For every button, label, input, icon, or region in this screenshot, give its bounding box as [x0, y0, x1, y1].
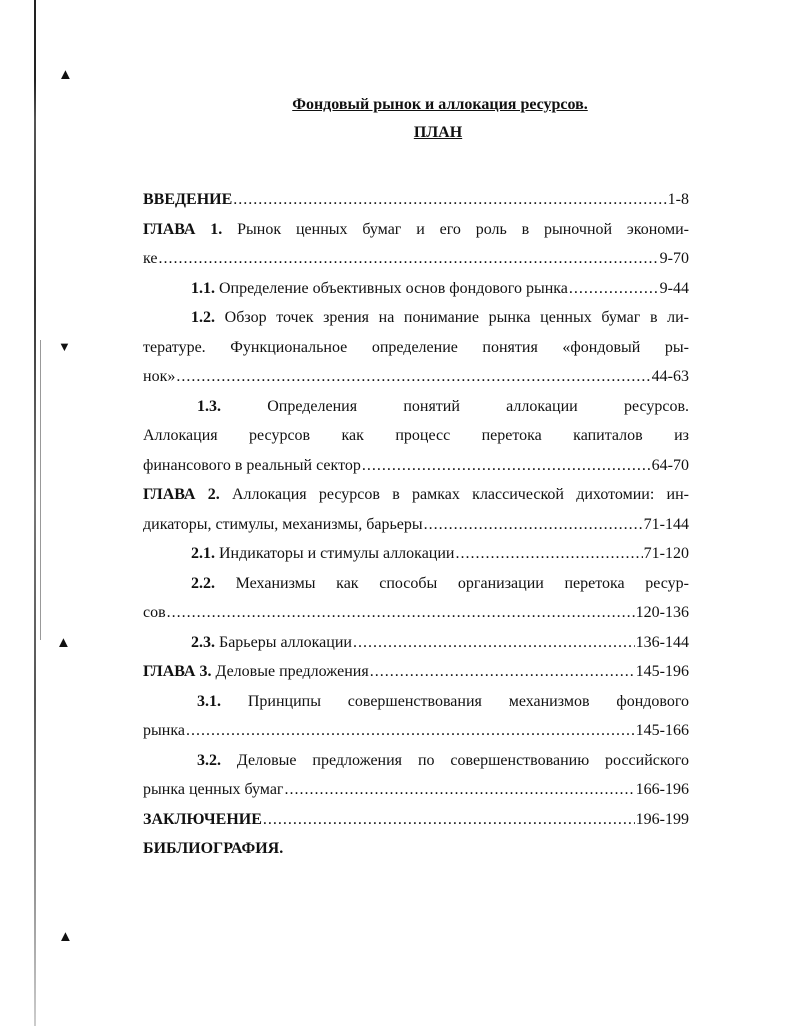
section-title-line: нок» — [143, 368, 176, 385]
toc-entry-chapter-3 — [143, 657, 689, 687]
section-number: 3.1. — [197, 692, 221, 710]
section-title-line: Деловые предложения по совершенствованию российского — [236, 751, 690, 769]
toc-page-range: 71-144 — [643, 515, 689, 533]
toc-page-range: 1-8 — [667, 191, 689, 208]
toc-entry-section-1-2-cont — [143, 333, 689, 363]
toc-entry-label: БИБЛИОГРАФИЯ. — [143, 840, 284, 857]
toc-page-range: 166-196 — [635, 781, 689, 798]
dot-leader — [362, 451, 651, 481]
section-title-line: рынка ценных бумаг — [143, 781, 284, 798]
toc-entry-label: ВВЕДЕНИЕ — [143, 191, 233, 208]
chapter-label: ГЛАВА 1. — [143, 220, 223, 238]
table-of-contents — [143, 185, 689, 864]
toc-entry-section-2-2-cont — [143, 598, 689, 628]
dot-leader — [569, 274, 659, 304]
dot-leader — [167, 598, 635, 628]
toc-entry-section-3-1-cont — [143, 716, 689, 746]
section-number: 1.1. — [191, 279, 215, 297]
toc-entry-section-2-3 — [143, 628, 689, 658]
section-title-line: Обзор точек зрения на понимание рынка ценных бумаг в ли- — [224, 309, 690, 326]
section-number: 2.2. — [191, 574, 215, 592]
toc-entry-chapter-2 — [143, 480, 689, 510]
toc-page-range: 145-196 — [635, 663, 689, 680]
toc-entry-section-2-1 — [143, 539, 689, 569]
dot-leader — [233, 185, 666, 215]
section-title-line: сов — [143, 604, 166, 621]
section-title-line: рынка — [143, 722, 185, 739]
section-number: 1.3. — [197, 397, 221, 415]
toc-page-range: 120-136 — [635, 604, 689, 621]
dot-leader — [158, 244, 658, 274]
toc-entry-bibliography — [143, 834, 689, 864]
toc-entry-chapter-1 — [143, 215, 689, 245]
section-title-line: Принципы совершенствования механизмов фондового — [247, 692, 690, 710]
toc-entry-conclusion — [143, 805, 689, 835]
section-title: Индикаторы и стимулы аллокации — [219, 545, 455, 562]
toc-page-range: 196-199 — [635, 810, 689, 828]
toc-entry-section-1-3-cont — [143, 421, 689, 451]
punch-hole-mark: ▲ — [58, 67, 73, 83]
document-title: Фондовый рынок и аллокация ресурсов. — [292, 96, 588, 113]
section-title-line: Аллокация ресурсов как процесс перетока капиталов из — [143, 427, 689, 444]
dot-leader — [353, 628, 635, 658]
punch-hole-mark: ▲ — [56, 635, 71, 651]
chapter-title-line: дикаторы, стимулы, механизмы, барьеры — [143, 515, 423, 533]
chapter-title-line: Аллокация ресурсов в рамках классической дихотомии: ин- — [232, 486, 689, 503]
document-page — [143, 95, 689, 864]
punch-hole-mark: ▲ — [58, 929, 73, 945]
toc-entry-section-2-2 — [143, 569, 689, 599]
toc-page-range: 71-120 — [643, 545, 689, 562]
scan-left-edge-secondary — [40, 340, 41, 640]
plan-heading: ПЛАН — [413, 124, 463, 141]
punch-hole-mark: ▼ — [58, 339, 71, 354]
section-number: 3.2. — [197, 751, 221, 769]
section-title-line: Механизмы как способы организации перетока ресур- — [235, 574, 689, 592]
section-title-line: финансового в реальный сектор — [143, 456, 361, 474]
toc-entry-section-3-2-cont — [143, 775, 689, 805]
toc-entry-section-1-2 — [143, 303, 689, 333]
toc-page-range: 136-144 — [635, 633, 689, 651]
toc-entry-section-1-3-end — [143, 451, 689, 481]
toc-entry-section-3-2 — [143, 746, 689, 776]
toc-entry-intro — [143, 185, 689, 215]
chapter-label: ГЛАВА 3. — [143, 663, 212, 680]
dot-leader — [186, 716, 635, 746]
toc-page-range: 64-70 — [651, 456, 689, 474]
dot-leader — [284, 775, 634, 805]
section-title-line: Определения понятий аллокации ресурсов. — [267, 397, 689, 415]
toc-entry-section-3-1 — [143, 687, 689, 717]
dot-leader — [263, 805, 635, 835]
toc-entry-section-1-2-end — [143, 362, 689, 392]
section-number: 2.3. — [191, 633, 215, 651]
dot-leader — [424, 510, 643, 540]
section-title-line: тературе. Функциональное определение понятия «фондовый ры- — [143, 338, 689, 356]
chapter-title-line: Рынок ценных бумаг и его роль в рыночной экономи- — [237, 220, 690, 238]
toc-page-range: 44-63 — [651, 368, 689, 385]
chapter-label: ГЛАВА 2. — [143, 486, 220, 503]
section-title: Барьеры аллокации — [219, 633, 352, 651]
toc-entry-section-1-1 — [143, 274, 689, 304]
chapter-title-line: ке — [143, 250, 158, 267]
dot-leader — [370, 657, 635, 687]
toc-page-range: 9-70 — [659, 250, 689, 267]
chapter-title: Деловые предложения — [215, 663, 369, 680]
dot-leader — [176, 362, 650, 392]
dot-leader — [455, 539, 642, 569]
toc-entry-label: ЗАКЛЮЧЕНИЕ — [143, 810, 262, 828]
section-title: Определение объективных основ фондового рынка — [219, 279, 568, 297]
section-number: 2.1. — [191, 545, 215, 562]
toc-entry-chapter-1-cont — [143, 244, 689, 274]
toc-entry-section-1-3 — [143, 392, 689, 422]
section-number: 1.2. — [191, 309, 215, 326]
toc-entry-chapter-2-cont — [143, 510, 689, 540]
toc-page-range: 9-44 — [659, 279, 689, 297]
scan-left-edge — [34, 0, 36, 1026]
toc-page-range: 145-166 — [635, 722, 689, 739]
